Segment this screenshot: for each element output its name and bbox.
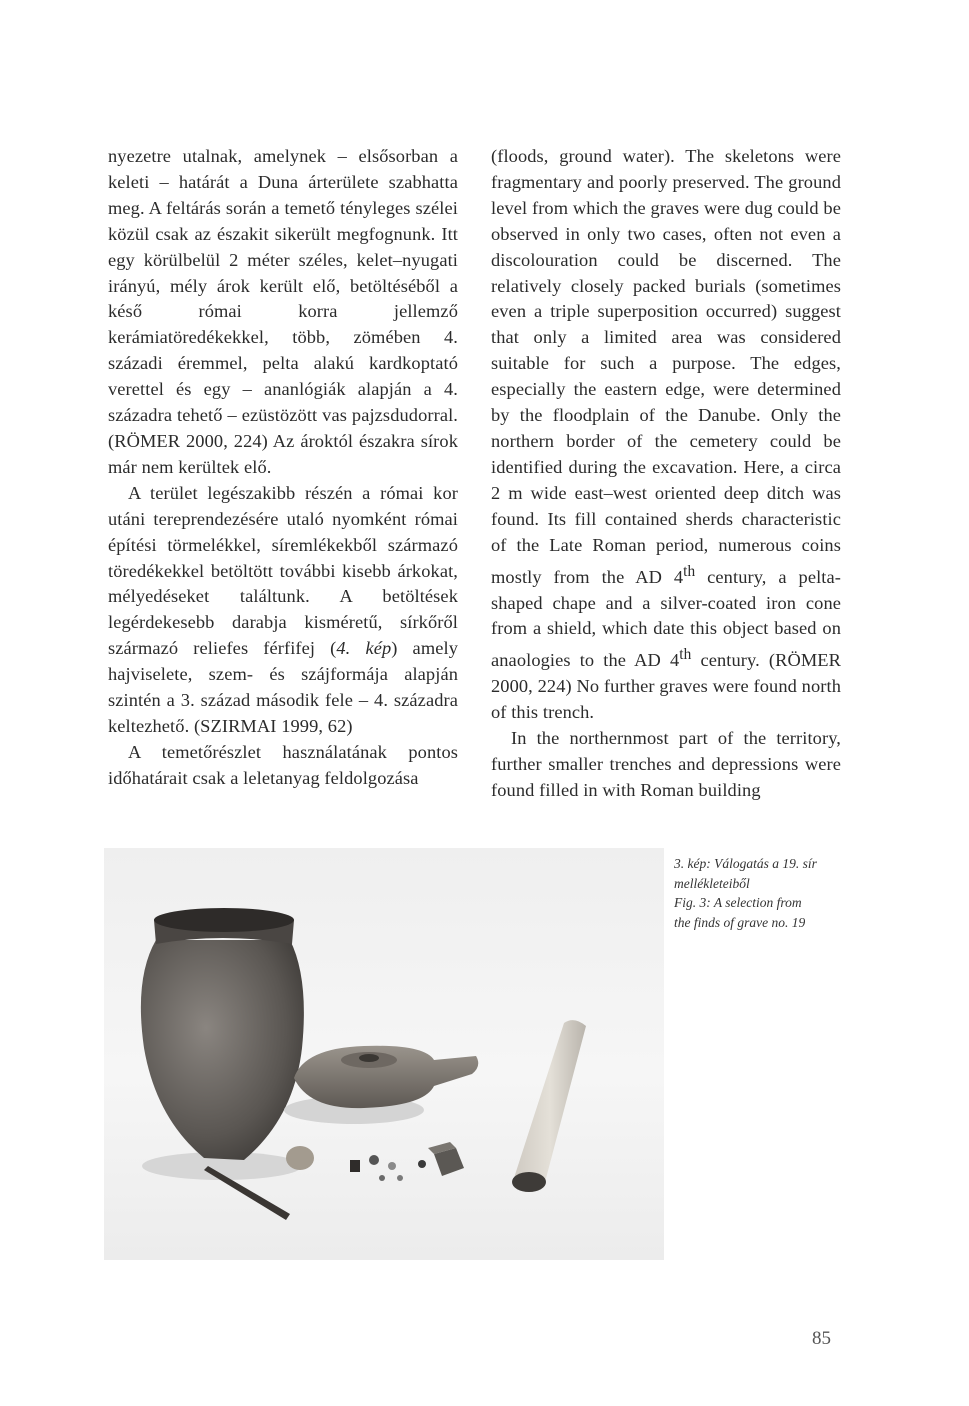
right-text-column — [491, 144, 841, 804]
grave-finds-photo — [104, 848, 664, 1260]
left-text-column — [108, 144, 458, 792]
paragraph: A temetőrészlet használatának pontos időhatárait csak a leletanyag feldolgozása — [108, 741, 458, 788]
paragraph — [491, 144, 841, 726]
superscript: th — [683, 562, 696, 580]
bone-tube — [512, 1020, 586, 1192]
superscript: th — [679, 646, 692, 664]
caption-line: the finds of grave no. 19 — [674, 914, 806, 930]
figure-reference: 4. kép — [336, 638, 392, 659]
paragraph: nyezetre utalnak, amelynek – elsősorban a keleti – határát a Duna árterülete szabhatta meg. A feltárás során a temető tényleges szélei közül csak az északit sikerült megfognunk. Itt egy körülbelül 2 méter széles, kelet–nyugati irányú, mély árok került elő, betöltéséből a késő római korra jellemző kerámiatöredékekkel, több, zömében 4. századi éremmel, pelta alakú kardkoptató verettel és egy – ananlógiák alapján a 4. századra tehető – ezüstözött vas pajzsdudorral. (RÖMER 2000, 224) Az ároktól északra sírok már nem kerültek elő. — [108, 146, 458, 477]
clay-pot — [141, 908, 304, 1160]
text-run: century. (RÖMER 2000, 224) No further graves were found north of this trench. — [491, 650, 841, 723]
oil-lamp — [284, 1046, 478, 1124]
grave-finds-illustration — [104, 848, 664, 1260]
paragraph: In the northernmost part of the territory, further smaller trenches and depressions were found filled in with Roman building — [491, 728, 841, 800]
paragraph — [108, 481, 458, 740]
text-run: ) amely hajviselete, szem- és szájformája alapján szintén a 3. század második fele – 4. századra keltezhető. (SZIRMAI 1999, 62) — [108, 638, 458, 736]
page-number: 85 — [812, 1328, 831, 1349]
text-run: century, a pelta-shaped chape and a silver-coated iron cone from a shield, which date this object based on anaologies to the AD 4 — [491, 566, 841, 671]
caption-line: mellékleteiből — [674, 875, 750, 891]
beads — [286, 1146, 426, 1181]
cube-bead — [428, 1142, 464, 1176]
text-run: (floods, ground water). The skeletons were fragmentary and poorly preserved. The ground level from which the graves were dug could be observed in only two cases, often not even a discolouration could be discerned. The relatively closely packed burials (sometimes even a triple superposition occurred) suggest that only a limited area was considered suitable for such a purpose. The edges, especially the eastern edge, were determined by the floodplain of the Danube. Only the northern border of the cemetery could be identified during the excavation. Here, a circa 2 m wide east–west oriented deep ditch was found. Its fill contained sherds characteristic of the Late Roman period, numerous coins mostly from the AD 4 — [491, 146, 841, 587]
caption-line: 3. kép: Válogatás a 19. sír — [674, 856, 817, 871]
caption-line: Fig. 3: A selection from — [674, 895, 802, 910]
figure-caption — [674, 854, 874, 932]
text-run: A terület legészakibb részén a római kor utáni tereprendezésére utaló nyomként római építési törmelékkel, síremlékekből származó töredékekkel betöltött további kisebb árkokat, mélyedéseket találtunk. A betöltések legérdekesebb darabja kisméretű, sírkőről származó reliefes férfifej ( — [108, 482, 458, 659]
